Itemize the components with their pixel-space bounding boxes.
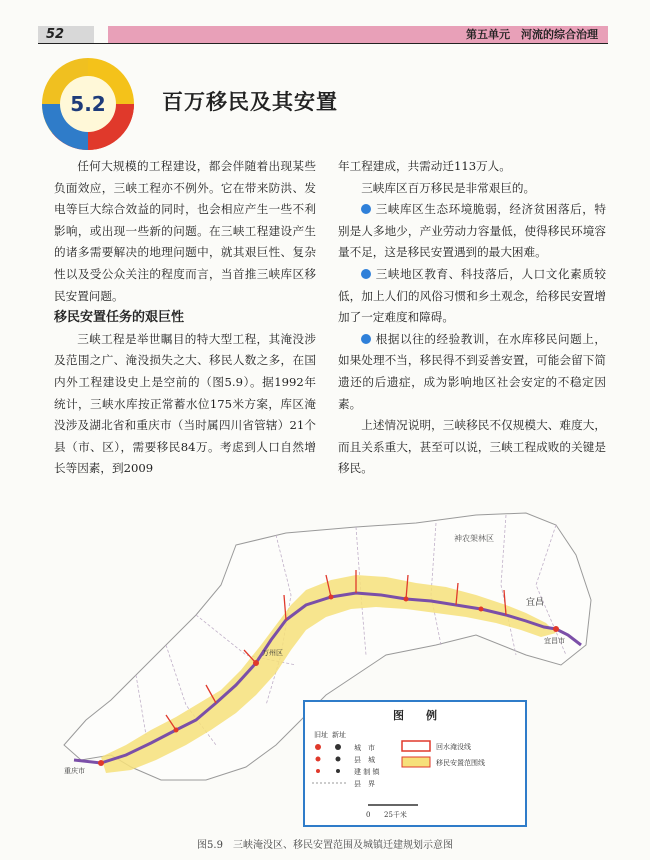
bullet-icon — [361, 204, 371, 214]
legend-scale-zero: 0 — [366, 811, 371, 819]
legend-flood-line: 回水淹没线 — [436, 743, 471, 751]
legend-town: 建 制 镇 — [354, 768, 380, 776]
paragraph: 任何大规模的工程建设，都会伴随着出现某些负面效应，三峡工程亦不例外。它在带来防洪、发电等巨大综合效益的同时，也会相应产生一些不利影响，或出现一些新的问题。在三峡工程建设产生的诸多需要解决的地理问题中，就其艰巨性、复杂性以及受公众关注的程度而言，当首推三峡库区移民安置问题。 — [54, 159, 316, 303]
section-badge — [42, 58, 134, 150]
reservoir-map — [56, 505, 604, 830]
bullet-icon — [361, 269, 371, 279]
label-shennongjia: 神农架林区 — [454, 534, 494, 543]
legend-col-new: 新址 — [332, 731, 346, 739]
page-header — [38, 26, 608, 43]
legend-county-boundary: 县 界 — [354, 780, 375, 788]
figure-caption: 图5.9 三峡淹没区、移民安置范围及城镇迁建规划示意图 — [197, 840, 453, 851]
legend-resettle-area: 移民安置范围线 — [436, 759, 485, 767]
legend-city: 城 市 — [354, 744, 375, 752]
paragraph: 上述情况说明，三峡移民不仅规模大、难度大，而且关系重大，甚至可以说，三峡工程成败的关键是移民。 — [338, 418, 606, 476]
section-number: 5.2 — [70, 92, 106, 116]
header-rule — [38, 43, 608, 44]
section-title: 百万移民及其安置 — [162, 89, 338, 114]
unit-title: 第五单元 河流的综合治理 — [108, 26, 608, 43]
bullet-item — [338, 264, 606, 329]
legend-scale-value: 25千米 — [384, 811, 407, 819]
label-chongqing: 重庆市 — [64, 767, 85, 775]
map-legend — [304, 701, 526, 826]
bullet-item — [338, 329, 606, 415]
left-column — [54, 156, 316, 480]
paragraph: 年工程建成，共需动迁113万人。 — [338, 159, 511, 173]
legend-title: 图 例 — [393, 709, 437, 722]
bullet-text: 三峡地区教育、科技落后，人口文化素质较低，加上人们的风俗习惯和乡土观念，给移民安置增加了一定难度和障碍。 — [338, 266, 606, 325]
paragraph: 三峡库区百万移民是非常艰巨的。 — [361, 180, 536, 195]
label-wanzhou: 万州区 — [262, 649, 283, 657]
page-number: 52 — [38, 26, 94, 43]
legend-col-old: 旧址 — [314, 731, 328, 739]
paragraph: 三峡工程是举世瞩目的特大型工程，其淹没涉及范围之广、淹没损失之大、移民人数之多，在国内外工程建设史上是空前的（图5.9）。据1992年统计，三峡水库按正常蓄水位175米方案，库区淹没涉及湖北省和重庆市（当时属四川省管辖）21个县（市、区），需要移民84万。考虑到人口自然增长等因素，到2009 — [54, 331, 316, 476]
label-yichang: 宜昌 — [526, 598, 545, 608]
bullet-item — [338, 199, 606, 264]
subheading: 移民安置任务的艰巨性 — [54, 310, 185, 326]
bullet-text: 三峡库区生态环境脆弱，经济贫困落后，特别是人多地少，产业劳动力容量低，使得移民环境容量不足，这是移民安置遇到的最大困难。 — [338, 202, 606, 260]
bullet-icon — [361, 334, 371, 344]
bullet-text: 根据以往的经验教训，在水库移民问题上，如果处理不当，移民得不到妥善安置，可能会留下简遗还的后遗症，成为影响地区社会安定的不稳定因素。 — [338, 331, 606, 411]
right-column — [338, 156, 606, 480]
legend-county: 县 城 — [354, 756, 375, 764]
label-yichang-city: 宜昌市 — [544, 637, 565, 645]
